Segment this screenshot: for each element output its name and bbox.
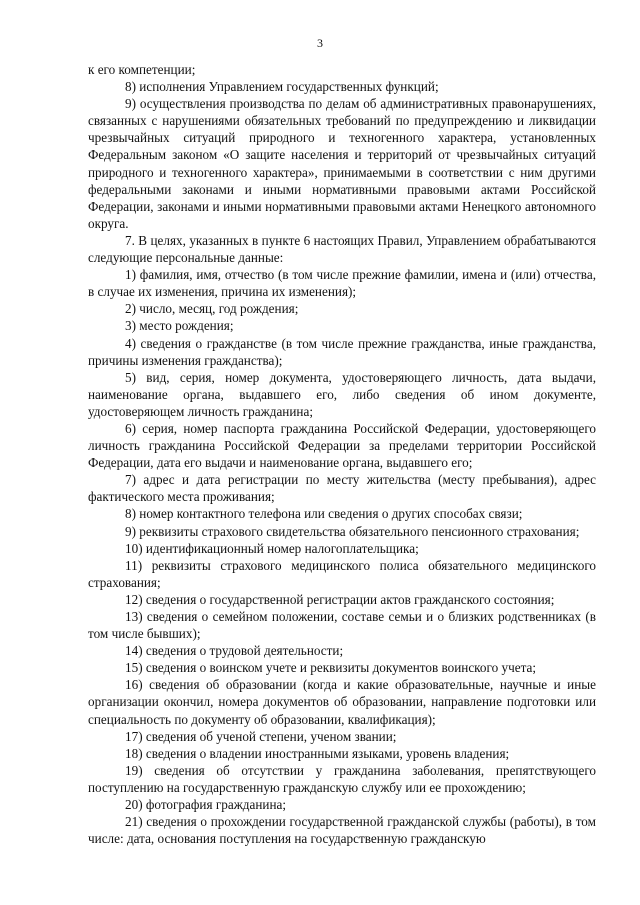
paragraph: 5) вид, серия, номер документа, удостоверяющего личность, дата выдачи, наименование органа, выдавшего его, либо сведения об ином документе, удостоверяющем личность гражданина; (88, 369, 596, 419)
paragraph: 7) адрес и дата регистрации по месту жительства (месту пребывания), адрес фактического места проживания; (88, 472, 596, 505)
paragraph: 1) фамилия, имя, отчество (в том числе прежние фамилии, имена и (или) отчества, в случае их изменения, причина их изменения); (88, 267, 596, 300)
paragraph: 2) число, месяц, год рождения; (125, 301, 299, 317)
paragraph: 6) серия, номер паспорта гражданина Российской Федерации, удостоверяющего личность гражданина Российской Федерации за пределами территории Российской Федерации, дата его выдачи и наименование органа, выдавшего его; (88, 420, 596, 471)
paragraph: 7. В целях, указанных в пункте 6 настоящих Правил, Управлением обрабатываются следующие персональные данные: (88, 232, 596, 266)
paragraph: 14) сведения о трудовой деятельности; (125, 643, 344, 659)
paragraph: 19) сведения об отсутствии у гражданина заболевания, препятствующего поступлению на государственную гражданскую службу или ее прохождению; (88, 762, 596, 795)
paragraph: 12) сведения о государственной регистрации актов гражданского состояния; (125, 591, 555, 607)
paragraph: 8) исполнения Управлением государственных функций; (125, 79, 439, 95)
paragraph: 18) сведения о владении иностранными языками, уровень владения; (125, 745, 510, 761)
paragraph: 9) реквизиты страхового свидетельства обязательного пенсионного страхования; (125, 523, 580, 539)
paragraph: 11) реквизиты страхового медицинского полиса обязательного медицинского страхования; (88, 557, 596, 590)
paragraph: к его компетенции; (88, 62, 196, 77)
paragraph: 16) сведения об образовании (когда и какие образовательные, научные и иные организации окончил, номера документов об образовании, направление подготовки или специальность по документу об образовании, квалификация); (88, 677, 596, 727)
paragraph: 15) сведения о воинском учете и реквизиты документов воинского учета; (125, 660, 537, 676)
paragraph: 10) идентификационный номер налогоплательщика; (125, 540, 419, 556)
paragraph: 17) сведения об ученой степени, ученом звании; (125, 728, 397, 744)
paragraph: 8) номер контактного телефона или сведения о других способах связи; (125, 506, 523, 522)
paragraph: 3) место рождения; (125, 318, 234, 334)
page-number: 3 (317, 36, 323, 50)
document-body (88, 61, 596, 847)
paragraph: 20) фотография гражданина; (125, 797, 287, 813)
paragraph: 4) сведения о гражданстве (в том числе прежние гражданства, иные гражданства, причины изменения гражданства); (88, 335, 596, 368)
paragraph: 9) осуществления производства по делам об административных правонарушениях, связанных с нарушениями обязательных требований по предупреждению и ликвидации чрезвычайных ситуаций природного и техногенного характера, установленных Федеральным законом «О защите населения и территорий от чрезвычайных ситуаций природного и техногенного характера», принимаемыми в соответствии с ним другими федеральными законами и иными нормативными правовыми актами Российской Федерации, законами и иными нормативными правовыми актами Ненецкого автономного округа. (88, 96, 596, 231)
paragraph: 21) сведения о прохождении государственной гражданской службы (работы), в том числе: дата, основания поступления на государственную гражданскую (88, 814, 596, 847)
paragraph: 13) сведения о семейном положении, составе семьи и о близких родственниках (в том числе бывших); (88, 609, 596, 642)
